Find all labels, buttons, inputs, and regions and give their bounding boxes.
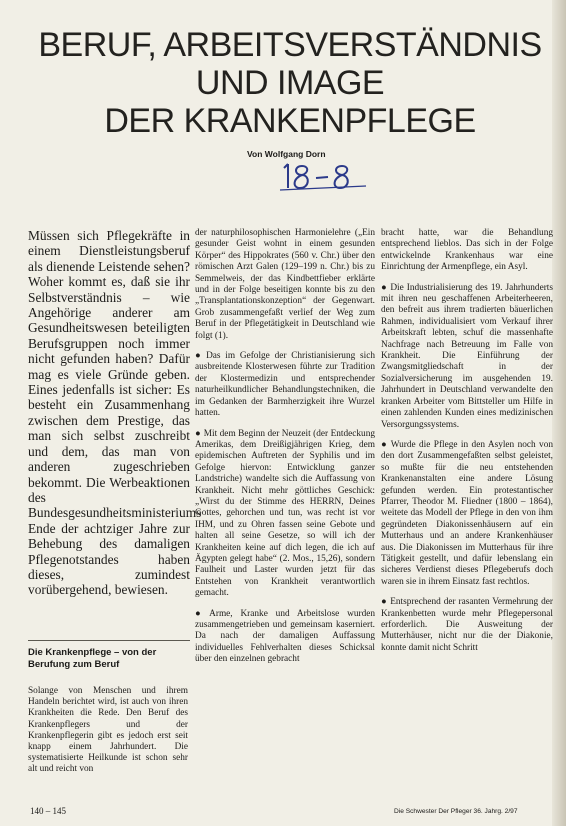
paragraph: ● Arme, Kranke und Arbeitslose wurden zusammengetrieben und gemeinsam kaserniert. Da nach der damaligen Auffassung individuelles Fehlverhalten dieses Schicksal über den einzelnen gebracht: [195, 608, 375, 665]
section-intro-text: Solange von Menschen und ihrem Handeln berichtet wird, ist auch von ihren Krankheiten die Rede. Den Beruf des Krankenpflegers und der Krankenpflegerin gibt es jedoch erst seit knapp einem Jahrhundert. Die systematisierte Heilkunde ist schon sehr alt und reicht von: [28, 686, 188, 775]
paragraph: ● Mit dem Beginn der Neuzeit (der Entdeckung Amerikas, dem Dreißigjährigen Krieg, dem epidemischen Auftreten der Syphilis und im Gefolge hiervon: Entwicklung ganzer Landstriche) wandelte sich die Auffassung von Krankheit. Nicht mehr göttliches Geschick: „Wirst du der Stimme des HERRN, Deines Gottes, gehorchen und tun, was recht ist vor IHM, und zu Ohren fassen seine Gebote und halten all seine Gesetze, so will ich der Krankheiten keine auf dich legen, die ich auf Ägypten gelegt habe“ (2. Mos., 15,26), sondern Faulheit und Laster wurden jetzt für das Entstehen von Krankheit verantwortlich gemacht.: [195, 428, 375, 599]
journal-footer: Die Schwester Der Pfleger 36. Jahrg. 2/97: [394, 808, 518, 815]
paragraph: ● Die Industrialisierung des 19. Jahrhunderts mit ihren neu geschaffenen Arbeiterheeren, den befreit aus ihrem tradierten bäuerlichen Rahmen, individualisiert vom Verkauf ihrer Arbeitskraft lebten, schuf die massenhafte Nachfrage nach Betreuung im Falle von Krankheit. Die Einführung der Zwangsmitgliedschaft in der Sozialversicherung im ausgehenden 19. Jahrhundert in Deutschland verwandelte den kranken Arbeiter vom Bittsteller um Hilfe in einen zahlenden Kunden eines medizinischen Versorgungssystems.: [381, 282, 553, 430]
article-title-line-2: UND IMAGE: [195, 64, 385, 102]
bullet-icon: ●: [195, 351, 204, 362]
author-byline: Von Wolfgang Dorn: [247, 149, 326, 159]
paragraph: bracht hatte, war die Behandlung entsprechend lieblos. Das sich in der Folge entwickelnde Krankenhaus war eine Einrichtung der Armenpflege, ein Asyl.: [381, 228, 553, 273]
paragraph: ● Das im Gefolge der Christianisierung sich ausbreitende Klosterwesen führte zur Tradition der Klostermedizin und entsprechender naturheilkundlicher Behandlungstechniken, die im Gedanken der Barmherzigkeit ihre Wurzel hatten.: [195, 351, 375, 419]
paragraph: der naturphilosophischen Harmonielehre („Ein gesunder Geist wohnt in einem gesunden Körper“ des Hippokrates (560 v. Chr.) über den römischen Arzt Galen (129–199 n. Chr.) bis zu Semmelweis, der das Kindbettfieber erklärte und in der Folge beseitigen konnte bis zu den „Transplantationskonzeption“ der Gegenwart. Grob zusammengefaßt verlief der Weg zum Beruf in der Pflegetätigkeit in Deutschland wie folgt (1).: [195, 228, 375, 341]
handwritten-note-18-8: [276, 158, 372, 192]
bullet-icon: ●: [195, 608, 207, 619]
article-column-middle: [195, 228, 375, 666]
paragraph: ● Wurde die Pflege in den Asylen noch von den dort Zusammengefaßten selbst geleistet, so mußte für die neu entstehenden Krankenanstalten eine andere Lösung gefunden werden. Ein protestantischer Pfarrer, Theodor M. Fliedner (1800 – 1864), weitete das Modell der Pflege in den von ihm gegründeten Diakonissenhäusern auf ein Mutterhaus und an andere Krankenhäuser aus. Die Diakonissen im Mutterhaus für ihre Tätigkeit gestellt, und dafür lebenslang ein sicheres Verdienst dieses Pflegeberufs doch waren sie in ihrem Einsatz fast rechtlos.: [381, 439, 553, 587]
bullet-icon: ●: [381, 282, 388, 293]
section-heading: Die Krankenpflege – von der Berufung zum Beruf: [28, 647, 157, 670]
page-edge: [552, 0, 566, 826]
lead-text: Müssen sich Pflegekräfte in einem Dienstleistungsberuf als dienende Leistende sehen? Woher kommt es, daß sie ihr Selbstverständnis – wie Angehörige anderer am Gesundheitswesen beteiligten Berufsgruppen noch immer nicht gefunden haben? Dafür mag es viele Gründe geben. Eines jedenfalls ist sicher: Es besteht ein Zusammenhang zwischen dem Prestige, das man sich selbst zuschreibt und dem, das man von anderen zugeschrieben bekommt. Die Werbeaktionen des Bundesgesundheitsministeriums Ende der achtziger Jahre zur Behebung des damaligen Pflegenotstandes haben dieses, zumindest vorübergehend, bewiesen.: [28, 228, 202, 598]
bullet-icon: ●: [195, 428, 201, 439]
article-column-right: [381, 228, 553, 654]
bullet-icon: ●: [381, 597, 388, 608]
article-lead-column: [28, 228, 202, 598]
paragraph: ● Entsprechend der rasanten Vermehrung der Krankenbetten wurde mehr Pflegepersonal erforderlich. Die Ausweitung der Mutterhäuser, nicht nur die der Diakonie, konnte damit nicht Schritt: [381, 597, 553, 653]
article-title-line-1: BERUF, ARBEITSVERSTÄNDNIS: [38, 26, 542, 64]
bullet-icon: ●: [381, 439, 388, 450]
article-title-line-3: DER KRANKENPFLEGE: [104, 102, 476, 140]
page-number: 140 – 145: [30, 806, 66, 816]
section-divider: [28, 640, 190, 641]
